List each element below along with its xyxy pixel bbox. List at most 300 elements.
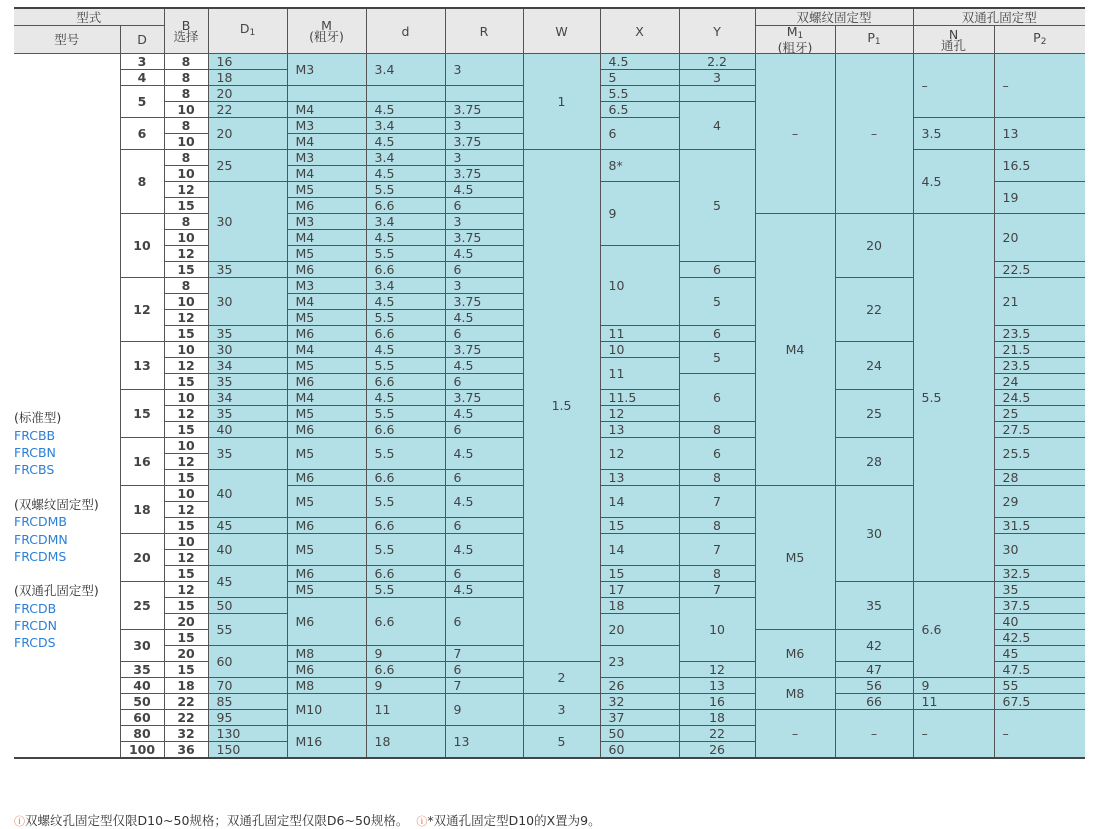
spec-cell: M10 — [287, 694, 366, 726]
spec-cell: 32.5 — [994, 566, 1085, 582]
spec-cell: 19 — [994, 182, 1085, 214]
b-value: 18 — [164, 678, 208, 694]
header-X: X — [600, 8, 679, 54]
spec-cell: 70 — [208, 678, 287, 694]
spec-cell: – — [835, 54, 913, 214]
spec-cell: M6 — [287, 326, 366, 342]
header-W: W — [523, 8, 600, 54]
spec-cell: 11 — [600, 326, 679, 342]
spec-cell: 25 — [208, 150, 287, 182]
spec-cell: – — [913, 54, 994, 118]
spec-cell: 6.6 — [366, 262, 445, 278]
spec-cell: M5 — [287, 486, 366, 518]
spec-cell: – — [755, 54, 835, 214]
spec-cell: 4.5 — [445, 182, 523, 198]
header-B: B 选择 — [164, 8, 208, 54]
spec-cell: 6.6 — [366, 518, 445, 534]
spec-cell: 24 — [835, 342, 913, 390]
spec-cell: 3.4 — [366, 278, 445, 294]
spec-cell: 4.5 — [366, 134, 445, 150]
spec-cell: 25 — [835, 390, 913, 438]
spec-cell: 10 — [600, 246, 679, 326]
d-value: 50 — [120, 694, 164, 710]
spec-cell: 29 — [994, 486, 1085, 518]
model-label: FRCDS — [14, 635, 56, 651]
b-value: 15 — [164, 566, 208, 582]
spec-cell: 32 — [600, 694, 679, 710]
header-M: M (粗牙) — [287, 8, 366, 54]
spec-cell: 5.5 — [366, 246, 445, 262]
spec-cell: 6 — [445, 518, 523, 534]
spec-cell: 35 — [994, 582, 1085, 598]
spec-cell: 45 — [994, 646, 1085, 662]
spec-cell: 13 — [600, 422, 679, 438]
spec-cell: 23.5 — [994, 326, 1085, 342]
spec-cell: 6.5 — [600, 102, 679, 118]
spec-cell: 3 — [445, 118, 523, 134]
spec-cell: 18 — [208, 70, 287, 86]
spec-cell: 3.4 — [366, 214, 445, 230]
spec-cell: 6 — [679, 326, 755, 342]
spec-cell: 60 — [208, 646, 287, 678]
b-value: 8 — [164, 86, 208, 102]
table-body — [14, 54, 1085, 759]
spec-cell: 60 — [600, 742, 679, 759]
b-value: 15 — [164, 198, 208, 214]
header-P2: $P_2$ — [994, 26, 1085, 54]
spec-cell: 3.4 — [366, 118, 445, 134]
d-value: 16 — [120, 438, 164, 486]
spec-cell: 4.5 — [366, 230, 445, 246]
b-value: 12 — [164, 310, 208, 326]
spec-cell: 5.5 — [366, 534, 445, 566]
b-value: 15 — [164, 470, 208, 486]
model-label: (双螺纹固定型) — [14, 496, 99, 512]
spec-cell: 66 — [835, 694, 913, 710]
spec-cell: 5 — [523, 726, 600, 759]
spec-cell: 47 — [835, 662, 913, 678]
spec-cell: 11.5 — [600, 390, 679, 406]
header-R: R — [445, 8, 523, 54]
header-P1: $P_1$ — [835, 26, 913, 54]
spec-cell: M4 — [287, 390, 366, 406]
model-label: FRCDMB — [14, 514, 67, 530]
spec-cell: 20 — [208, 86, 287, 102]
spec-cell: 5.5 — [913, 214, 994, 582]
spec-cell: 9 — [366, 646, 445, 662]
spec-cell: M4 — [287, 166, 366, 182]
spec-cell: 8 — [679, 566, 755, 582]
spec-cell: 8* — [600, 150, 679, 182]
spec-cell: 7 — [679, 534, 755, 566]
spec-cell: 3 — [679, 70, 755, 86]
spec-cell: 4 — [679, 102, 755, 150]
spec-cell — [287, 86, 366, 102]
spec-cell: M8 — [755, 678, 835, 710]
spec-cell: 6 — [679, 374, 755, 422]
spec-cell: M6 — [287, 518, 366, 534]
warning-icon: ⓘ — [14, 815, 25, 828]
spec-cell: 30 — [208, 278, 287, 326]
spec-cell: M16 — [287, 726, 366, 759]
spec-cell: 12 — [679, 662, 755, 678]
spec-cell: 15 — [600, 566, 679, 582]
spec-cell: – — [913, 710, 994, 759]
spec-cell: 4.5 — [366, 390, 445, 406]
spec-cell: 31.5 — [994, 518, 1085, 534]
b-value: 12 — [164, 358, 208, 374]
spec-cell: 6 — [600, 118, 679, 150]
spec-cell: 4.5 — [445, 486, 523, 518]
spec-cell: 4.5 — [445, 246, 523, 262]
spec-cell: 4.5 — [445, 438, 523, 470]
table-row — [14, 694, 1085, 710]
b-value: 22 — [164, 694, 208, 710]
spec-cell: M6 — [287, 470, 366, 486]
spec-cell: 25 — [994, 406, 1085, 422]
spec-cell: M3 — [287, 278, 366, 294]
spec-cell: 56 — [835, 678, 913, 694]
d-value: 25 — [120, 582, 164, 630]
spec-cell: M8 — [287, 646, 366, 662]
model-label — [14, 479, 120, 496]
b-value: 8 — [164, 54, 208, 70]
spec-cell: 3 — [445, 278, 523, 294]
spec-cell: 1 — [523, 54, 600, 150]
spec-cell: M5 — [287, 246, 366, 262]
spec-cell: 7 — [679, 582, 755, 598]
spec-cell: 20 — [208, 118, 287, 150]
spec-cell: M6 — [287, 598, 366, 646]
spec-cell: 67.5 — [994, 694, 1085, 710]
b-value: 8 — [164, 278, 208, 294]
spec-cell: 10 — [679, 598, 755, 662]
footnote-1: 双螺纹孔固定型仅限D10~50规格；双通孔固定型仅限D6~50规格。 — [25, 813, 409, 828]
spec-cell: M3 — [287, 54, 366, 86]
header-double-hole: 双通孔固定型 — [913, 8, 1085, 26]
spec-cell: 4.5 — [366, 342, 445, 358]
spec-cell: 6 — [445, 422, 523, 438]
b-value: 10 — [164, 166, 208, 182]
spec-cell: 21.5 — [994, 342, 1085, 358]
b-value: 12 — [164, 246, 208, 262]
d-value: 20 — [120, 534, 164, 582]
spec-cell: M4 — [755, 214, 835, 486]
spec-cell: 16 — [679, 694, 755, 710]
spec-cell: 4.5 — [445, 582, 523, 598]
b-value: 10 — [164, 134, 208, 150]
table-row — [14, 54, 1085, 70]
spec-cell: 13 — [445, 726, 523, 759]
spec-cell: 4.5 — [366, 102, 445, 118]
spec-cell: 18 — [679, 710, 755, 726]
spec-cell: 3.75 — [445, 342, 523, 358]
spec-cell: 18 — [600, 598, 679, 614]
spec-cell: 18 — [366, 726, 445, 759]
spec-cell: M4 — [287, 230, 366, 246]
spec-cell — [445, 86, 523, 102]
header-D1: $D_1$ — [208, 8, 287, 54]
spec-cell: 85 — [208, 694, 287, 710]
b-value: 15 — [164, 326, 208, 342]
footnotes — [14, 811, 601, 829]
spec-cell: M5 — [287, 534, 366, 566]
b-value: 15 — [164, 262, 208, 278]
spec-cell: 25.5 — [994, 438, 1085, 470]
spec-cell: M5 — [287, 582, 366, 598]
spec-cell: 22 — [208, 102, 287, 118]
spec-cell: 35 — [208, 406, 287, 422]
b-value: 10 — [164, 390, 208, 406]
spec-cell: M6 — [287, 262, 366, 278]
model-label: FRCDN — [14, 617, 57, 633]
spec-cell: 42 — [835, 630, 913, 662]
spec-cell: M8 — [287, 678, 366, 694]
spec-cell: 11 — [366, 694, 445, 726]
spec-cell: 5.5 — [366, 582, 445, 598]
d-value: 30 — [120, 630, 164, 662]
b-value: 10 — [164, 230, 208, 246]
spec-cell: 37 — [600, 710, 679, 726]
spec-cell: 34 — [208, 358, 287, 374]
spec-cell: 14 — [600, 534, 679, 566]
spec-cell: – — [994, 54, 1085, 118]
spec-cell: 6 — [445, 662, 523, 678]
spec-cell: 2.2 — [679, 54, 755, 70]
spec-cell: 5.5 — [600, 86, 679, 102]
spec-cell: 40 — [208, 534, 287, 566]
spec-cell: – — [994, 710, 1085, 759]
spec-cell: 28 — [994, 470, 1085, 486]
spec-cell: 42.5 — [994, 630, 1085, 646]
spec-cell: 6.6 — [366, 422, 445, 438]
spec-cell: 3 — [445, 54, 523, 86]
spec-cell: 35 — [208, 438, 287, 470]
spec-cell: 4.5 — [445, 406, 523, 422]
spec-cell: 16.5 — [994, 150, 1085, 182]
d-value: 3 — [120, 54, 164, 70]
spec-cell: 35 — [208, 326, 287, 342]
spec-cell: 3.4 — [366, 150, 445, 166]
spec-cell: 5.5 — [366, 182, 445, 198]
spec-cell: 7 — [445, 646, 523, 662]
b-value: 15 — [164, 630, 208, 646]
spec-cell: 9 — [600, 182, 679, 246]
d-value: 18 — [120, 486, 164, 534]
spec-cell: 35 — [208, 262, 287, 278]
b-value: 12 — [164, 406, 208, 422]
spec-cell: 13 — [679, 678, 755, 694]
header-M1: $M_1$ (粗牙) — [755, 26, 835, 54]
spec-cell: 3 — [445, 150, 523, 166]
b-value: 12 — [164, 582, 208, 598]
d-value: 5 — [120, 86, 164, 118]
spec-cell: 6.6 — [366, 374, 445, 390]
b-value: 8 — [164, 214, 208, 230]
b-value: 12 — [164, 550, 208, 566]
d-value: 40 — [120, 678, 164, 694]
spec-cell: M5 — [287, 358, 366, 374]
header-D: D — [120, 26, 164, 53]
spec-cell: M5 — [755, 486, 835, 630]
spec-cell: M5 — [287, 438, 366, 470]
spec-cell: 12 — [600, 406, 679, 422]
spec-cell: 1.5 — [523, 150, 600, 662]
b-value: 32 — [164, 726, 208, 742]
spec-cell: 22 — [679, 726, 755, 742]
b-value: 12 — [164, 454, 208, 470]
spec-cell: 50 — [600, 726, 679, 742]
spec-cell: 5 — [600, 70, 679, 86]
spec-cell: 8 — [679, 518, 755, 534]
spec-cell: 11 — [913, 694, 994, 710]
header-d: d — [366, 8, 445, 54]
spec-cell: M5 — [287, 182, 366, 198]
spec-cell: 6 — [679, 438, 755, 470]
spec-cell: 3.4 — [366, 54, 445, 86]
spec-cell: M3 — [287, 150, 366, 166]
spec-table-container — [14, 7, 1085, 828]
spec-cell: 6.6 — [366, 566, 445, 582]
spec-cell: 55 — [994, 678, 1085, 694]
spec-cell — [679, 86, 755, 102]
spec-cell: 47.5 — [994, 662, 1085, 678]
header-double-thread: 双螺纹固定型 — [755, 8, 913, 26]
footnote-2: *双通孔固定型D10的X置为9。 — [427, 813, 601, 828]
spec-table — [14, 7, 1085, 759]
spec-cell: 23 — [600, 646, 679, 678]
b-value: 15 — [164, 422, 208, 438]
spec-cell: 40 — [208, 470, 287, 518]
b-value: 8 — [164, 118, 208, 134]
header-type: 型式 — [14, 8, 164, 26]
b-value: 10 — [164, 342, 208, 358]
spec-cell: 130 — [208, 726, 287, 742]
spec-cell: 95 — [208, 710, 287, 726]
spec-cell: 13 — [600, 470, 679, 486]
b-value: 36 — [164, 742, 208, 759]
spec-cell: 40 — [994, 614, 1085, 630]
spec-cell: 45 — [208, 518, 287, 534]
spec-cell: 6 — [445, 326, 523, 342]
d-value: 80 — [120, 726, 164, 742]
spec-cell: 7 — [679, 486, 755, 518]
spec-cell: 3.75 — [445, 230, 523, 246]
spec-cell: 6.6 — [366, 198, 445, 214]
model-label: FRCBN — [14, 445, 56, 461]
spec-cell: 5.5 — [366, 358, 445, 374]
spec-cell: 30 — [994, 534, 1085, 566]
spec-cell: 24 — [994, 374, 1085, 390]
d-value: 8 — [120, 150, 164, 214]
spec-cell: M4 — [287, 342, 366, 358]
spec-cell: 4.5 — [600, 54, 679, 70]
spec-cell: 6 — [445, 566, 523, 582]
spec-cell: 6 — [679, 262, 755, 278]
model-label: FRCDMS — [14, 548, 67, 564]
b-value: 10 — [164, 438, 208, 454]
spec-cell: 50 — [208, 598, 287, 614]
spec-cell: 45 — [208, 566, 287, 598]
b-value: 10 — [164, 486, 208, 502]
spec-cell: 20 — [600, 614, 679, 646]
spec-cell — [366, 86, 445, 102]
spec-cell: 16 — [208, 54, 287, 70]
spec-cell: 28 — [835, 438, 913, 486]
table-row — [14, 150, 1085, 166]
spec-cell: 5 — [679, 278, 755, 326]
b-value: 10 — [164, 294, 208, 310]
spec-cell: 21 — [994, 278, 1085, 326]
d-value: 100 — [120, 742, 164, 759]
spec-cell: M5 — [287, 310, 366, 326]
spec-cell: 13 — [994, 118, 1085, 150]
spec-cell: 23.5 — [994, 358, 1085, 374]
spec-cell: 55 — [208, 614, 287, 646]
spec-cell: 3.75 — [445, 134, 523, 150]
table-header — [14, 8, 1085, 54]
spec-cell: 3.75 — [445, 390, 523, 406]
b-value: 12 — [164, 182, 208, 198]
spec-cell: M6 — [755, 630, 835, 678]
b-value: 15 — [164, 374, 208, 390]
spec-cell: 150 — [208, 742, 287, 759]
spec-cell: 8 — [679, 422, 755, 438]
spec-cell: 6.6 — [366, 470, 445, 486]
b-value: 15 — [164, 518, 208, 534]
spec-cell: 20 — [835, 214, 913, 278]
d-value: 35 — [120, 662, 164, 678]
model-label — [14, 565, 120, 582]
spec-cell: 3 — [445, 214, 523, 230]
d-value: 15 — [120, 390, 164, 438]
spec-cell: 6.6 — [366, 326, 445, 342]
b-value: 20 — [164, 614, 208, 630]
spec-cell: 17 — [600, 582, 679, 598]
spec-cell: 3.5 — [913, 118, 994, 150]
spec-cell: M4 — [287, 134, 366, 150]
spec-cell: 35 — [208, 374, 287, 390]
spec-cell: 24.5 — [994, 390, 1085, 406]
d-value: 13 — [120, 342, 164, 390]
spec-cell: 30 — [208, 182, 287, 262]
spec-cell: 22.5 — [994, 262, 1085, 278]
spec-cell: 6 — [445, 598, 523, 646]
spec-cell: M4 — [287, 102, 366, 118]
spec-cell: 4.5 — [445, 310, 523, 326]
spec-cell: 30 — [208, 342, 287, 358]
spec-cell: 40 — [208, 422, 287, 438]
spec-cell: 3.75 — [445, 294, 523, 310]
spec-cell: 6 — [445, 374, 523, 390]
spec-cell: 10 — [600, 342, 679, 358]
d-value: 6 — [120, 118, 164, 150]
spec-cell: 9 — [366, 678, 445, 694]
d-value: 60 — [120, 710, 164, 726]
spec-cell: 6.6 — [366, 662, 445, 678]
model-label-list — [14, 159, 120, 651]
spec-cell: 5.5 — [366, 486, 445, 518]
spec-cell: M4 — [287, 294, 366, 310]
spec-cell: 35 — [835, 582, 913, 630]
spec-cell: 4.5 — [445, 358, 523, 374]
spec-cell: – — [835, 710, 913, 759]
spec-cell: 4.5 — [445, 534, 523, 566]
spec-cell: M6 — [287, 662, 366, 678]
model-label: FRCBS — [14, 462, 55, 478]
spec-cell: 5.5 — [366, 406, 445, 422]
spec-cell: 15 — [600, 518, 679, 534]
